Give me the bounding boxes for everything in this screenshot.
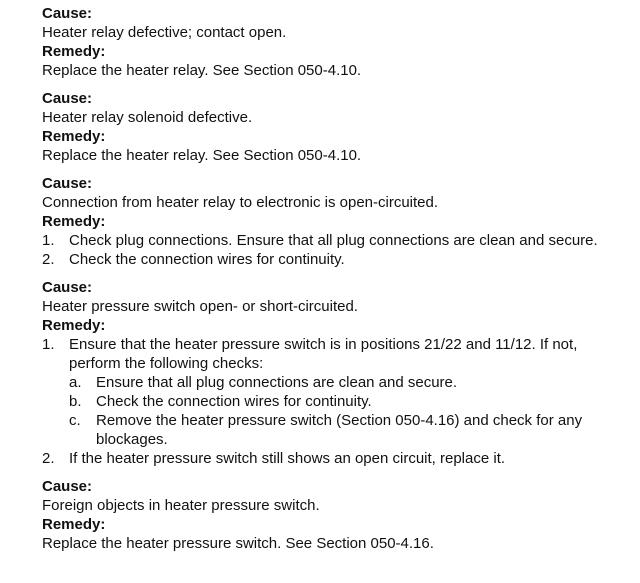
substep-text: Remove the heater pressure switch (Section 050-4.16) and check for any blockages. xyxy=(96,412,583,448)
cause-text: Heater relay solenoid defective. xyxy=(42,109,253,126)
remedy-label: Remedy: xyxy=(42,128,106,145)
cause-remedy-block xyxy=(42,89,640,165)
remedy-label: Remedy: xyxy=(42,43,106,60)
substep-letter: b. xyxy=(69,393,82,410)
substep-text: Ensure that all plug connections are clean and secure. xyxy=(96,374,458,391)
remedy-substep xyxy=(69,392,640,411)
step-text: Ensure that the heater pressure switch is in positions 21/22 and 11/12. If not, perform the following checks: xyxy=(69,336,578,372)
step-number: 2. xyxy=(42,450,55,467)
cause-label: Cause: xyxy=(42,279,93,296)
substep-letter: a. xyxy=(69,374,82,391)
step-number: 2. xyxy=(42,251,55,268)
remedy-step xyxy=(42,250,640,269)
cause-remedy-block xyxy=(42,278,640,468)
cause-remedy-block xyxy=(42,477,640,553)
remedy-label: Remedy: xyxy=(42,516,106,533)
cause-remedy-block xyxy=(42,174,640,269)
cause-label: Cause: xyxy=(42,478,93,495)
remedy-text: Replace the heater relay. See Section 050-4.10. xyxy=(42,147,362,164)
cause-label: Cause: xyxy=(42,175,93,192)
remedy-text: Replace the heater relay. See Section 050-4.10. xyxy=(42,62,362,79)
cause-remedy-block xyxy=(42,4,640,80)
cause-text: Heater relay defective; contact open. xyxy=(42,24,287,41)
remedy-step xyxy=(42,449,640,468)
step-text: If the heater pressure switch still shows an open circuit, replace it. xyxy=(69,450,506,467)
substep-letter: c. xyxy=(69,412,81,429)
remedy-steps xyxy=(42,231,640,269)
step-text: Check plug connections. Ensure that all plug connections are clean and secure. xyxy=(69,232,598,249)
remedy-substep xyxy=(69,373,640,392)
remedy-text: Replace the heater pressure switch. See Section 050-4.16. xyxy=(42,535,434,552)
remedy-label: Remedy: xyxy=(42,317,106,334)
remedy-label: Remedy: xyxy=(42,213,106,230)
remedy-substeps xyxy=(69,373,640,449)
step-number: 1. xyxy=(42,336,55,353)
cause-text: Connection from heater relay to electronic is open-circuited. xyxy=(42,194,439,211)
cause-label: Cause: xyxy=(42,5,93,22)
remedy-step xyxy=(42,335,640,449)
remedy-steps xyxy=(42,335,640,468)
step-number: 1. xyxy=(42,232,55,249)
cause-text: Foreign objects in heater pressure switch. xyxy=(42,497,320,514)
step-text: Check the connection wires for continuity. xyxy=(69,251,345,268)
remedy-step xyxy=(42,231,640,250)
remedy-substep xyxy=(69,411,640,449)
cause-text: Heater pressure switch open- or short-circuited. xyxy=(42,298,358,315)
cause-label: Cause: xyxy=(42,90,93,107)
substep-text: Check the connection wires for continuity. xyxy=(96,393,372,410)
